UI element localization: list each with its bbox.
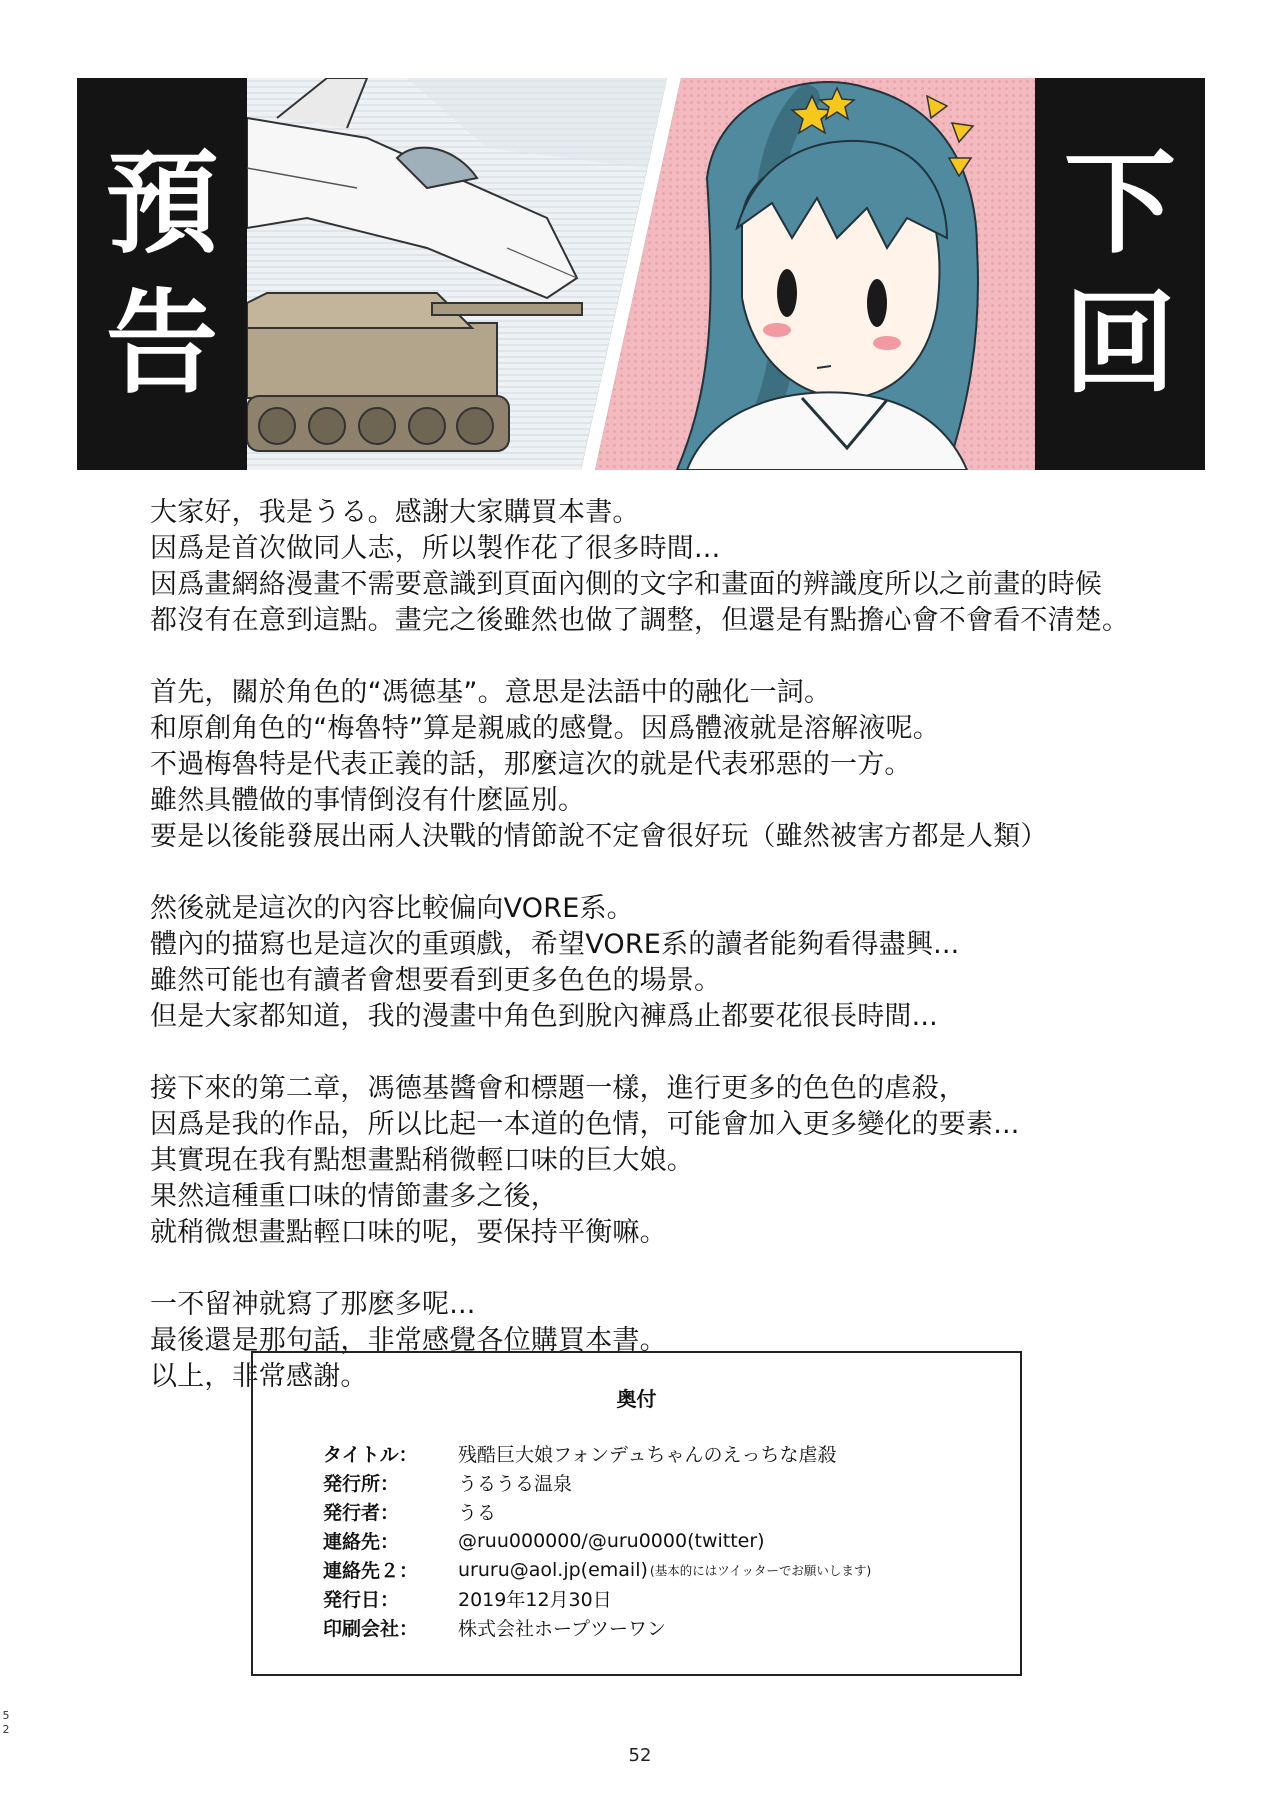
text-line: 不過梅魯特是代表正義的話，那麼這次的就是代表邪惡的一方。 bbox=[150, 749, 912, 780]
text-line: 和原創角色的“梅魯特”算是親戚的感覺。因爲體液就是溶解液呢。 bbox=[150, 713, 940, 744]
text-line: 雖然可能也有讀者會想要看到更多色色的場景。 bbox=[150, 965, 722, 996]
text-line: 因爲是首次做同人志，所以製作花了很多時間... bbox=[150, 533, 721, 564]
colophon-value: うるうる温泉 bbox=[458, 1473, 573, 1495]
colophon-label: 連絡先２： bbox=[323, 1560, 419, 1582]
text-line: 接下來的第二章，馮德基醬會和標題一樣，進行更多的色色的虐殺， bbox=[150, 1073, 966, 1104]
text-line: 因爲畫網絡漫畫不需要意識到頁面內側的文字和畫面的辨識度所以之前畫的時候 bbox=[150, 569, 1102, 600]
colophon-value: 残酷巨大娘フォンデュちゃんのえっちな虐殺 bbox=[458, 1444, 837, 1466]
text-line: 一不留神就寫了那麽多呢... bbox=[150, 1289, 476, 1320]
text-line: 體內的描寫也是這次的重頭戲，希望VORE系的讀者能夠看得盡興... bbox=[150, 929, 960, 960]
colophon-row-publisher bbox=[323, 1468, 871, 1497]
banner-char-yu: 預 bbox=[106, 139, 218, 269]
colophon-value: 2019年12月30日 bbox=[458, 1589, 612, 1611]
colophon-note: (基本的にはツイッターでお願いします) bbox=[649, 1562, 872, 1578]
text-line: 果然這種重口味的情節畫多之後， bbox=[150, 1181, 558, 1212]
text-line: 然後就是這次的內容比較偏向VORE系。 bbox=[150, 893, 634, 924]
text-line: 以上，非常感謝。 bbox=[150, 1361, 368, 1392]
text-line: 要是以後能發展出兩人決戰的情節說不定會很好玩（雖然被害方都是人類） bbox=[150, 821, 1048, 852]
text-line: 但是大家都知道，我的漫畫中角色到脫內褲爲止都要花很長時間... bbox=[150, 1001, 938, 1032]
banner-left-title bbox=[77, 78, 247, 470]
colophon-table bbox=[323, 1439, 871, 1642]
colophon-value: ururu@aol.jp(email) bbox=[458, 1558, 648, 1581]
colophon-label: 発行者： bbox=[323, 1502, 400, 1524]
preview-banner bbox=[77, 78, 1205, 470]
paragraph-next-chapter bbox=[150, 1071, 1210, 1251]
side-page-number bbox=[0, 1709, 12, 1737]
text-line: 就稍微想畫點輕口味的呢，要保持平衡嘛。 bbox=[150, 1217, 667, 1248]
page-number: 52 bbox=[628, 1745, 652, 1766]
text-line: 都沒有在意到這點。畫完之後雖然也做了調整，但還是有點擔心會不會看不清楚。 bbox=[150, 605, 1130, 636]
colophon-value: 株式会社ホープツーワン bbox=[458, 1618, 667, 1640]
colophon-row-title bbox=[323, 1439, 871, 1468]
banner-right-title bbox=[1035, 78, 1205, 470]
colophon-box bbox=[251, 1351, 1022, 1676]
colophon-row-contact-2 bbox=[323, 1555, 871, 1584]
paragraph-content bbox=[150, 891, 1210, 1035]
colophon-label: 発行日： bbox=[323, 1589, 400, 1611]
text-line: 首先，關於角色的“馮德基”。意思是法語中的融化一詞。 bbox=[150, 677, 832, 708]
banner-char-xia: 下 bbox=[1064, 139, 1176, 269]
colophon-label: タイトル： bbox=[323, 1444, 418, 1466]
colophon-row-author bbox=[323, 1497, 871, 1526]
colophon-row-printer bbox=[323, 1613, 871, 1642]
colophon-value: うる bbox=[458, 1502, 497, 1524]
colophon-title: 奥付 bbox=[616, 1387, 657, 1411]
banner-illustration bbox=[247, 78, 1035, 470]
paragraph-greeting bbox=[150, 495, 1210, 639]
colophon-row-contact bbox=[323, 1526, 871, 1555]
colophon-label: 発行所： bbox=[323, 1473, 400, 1495]
colophon-value: @ruu000000/@uru0000(twitter) bbox=[458, 1529, 765, 1552]
banner-char-gao: 告 bbox=[106, 279, 218, 409]
text-line: 雖然具體做的事情倒沒有什麽區別。 bbox=[150, 785, 586, 816]
banner-char-hui: 回 bbox=[1064, 279, 1176, 409]
text-line: 大家好，我是うる。感謝大家購買本書。 bbox=[150, 497, 640, 528]
text-line: 因爲是我的作品，所以比起一本道的色情，可能會加入更多變化的要素... bbox=[150, 1109, 1020, 1140]
side-digit: 5 bbox=[2, 1709, 10, 1722]
colophon-label: 印刷会社： bbox=[323, 1618, 419, 1640]
text-line: 最後還是那句話，非常感覺各位購買本書。 bbox=[150, 1325, 667, 1356]
colophon-row-date bbox=[323, 1584, 871, 1613]
paragraph-character bbox=[150, 675, 1210, 855]
afterword-text bbox=[150, 495, 1210, 1431]
text-line: 其實現在我有點想畫點稍微輕口味的巨大娘。 bbox=[150, 1145, 694, 1176]
colophon-label: 連絡先： bbox=[323, 1531, 400, 1553]
side-digit: 2 bbox=[2, 1723, 10, 1736]
